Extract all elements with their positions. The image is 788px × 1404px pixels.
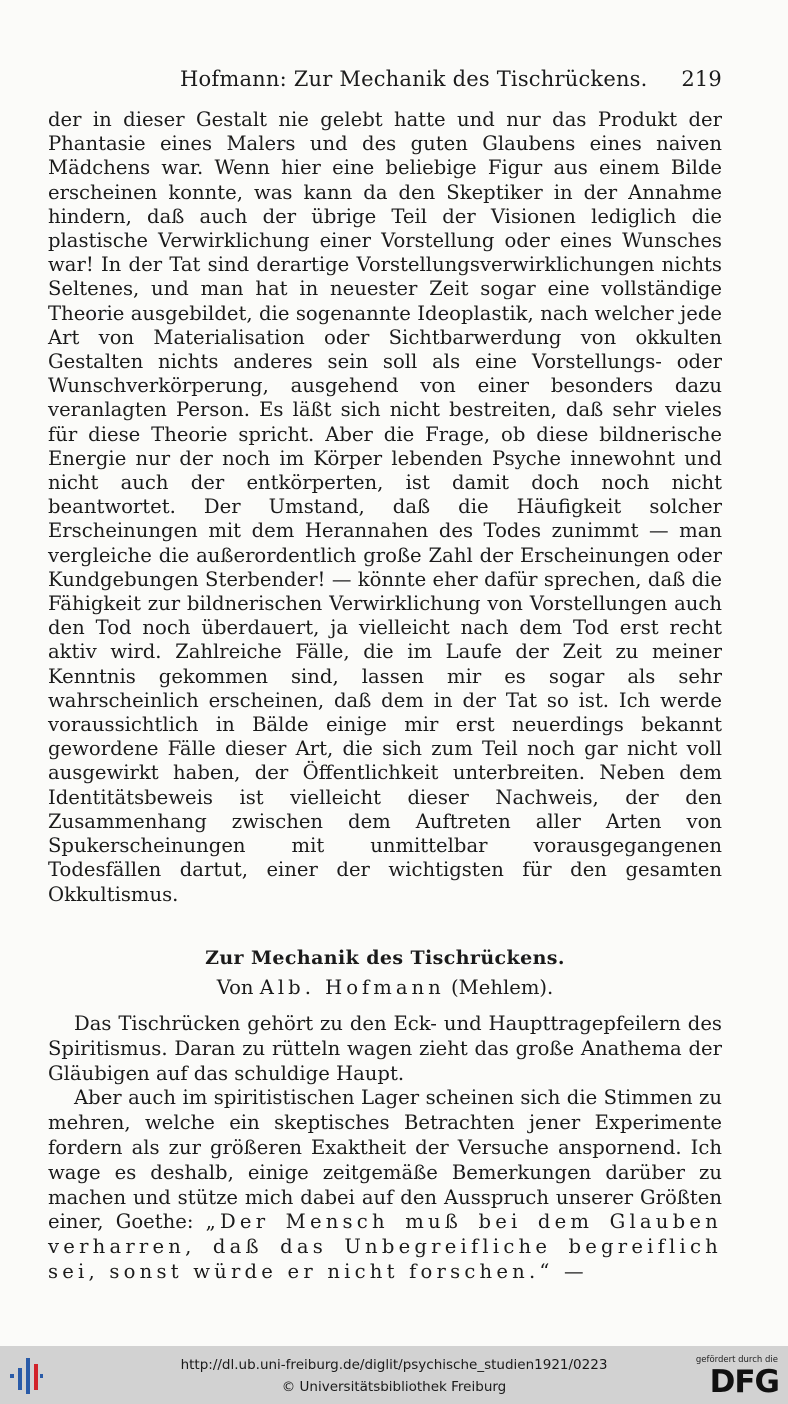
article-paragraph-with-quote xyxy=(48,1086,722,1284)
body-text xyxy=(48,108,722,907)
article-paragraph: Das Tischrücken gehört zu den Eck- und Haupttragepfeilern des Spiritismus. Daran zu rütteln wagen zieht das große Anathema der Gläubigen auf das schuldige Haupt. xyxy=(48,1012,722,1085)
article-title: Zur Mechanik des Tischrückens. xyxy=(205,947,565,969)
byline xyxy=(48,974,722,1002)
goethe-quote: „Der Mensch muß bei dem Glauben verharren, daß das Unbegreifliche begreiflich sei, sonst würde er nicht forschen.“ — xyxy=(48,1210,722,1283)
paragraph-text: Aber auch im spiritistischen Lager scheinen sich die Stimmen zu mehren, welche ein skeptisches Betrachten jener Experimente fordern als zur größeren Exaktheit der Versuche anspornend. Ich wage es deshalb, einige zeitgemäße Bemerkungen darüber zu machen und stütze mich dabei auf den Ausspruch unserer Größten einer, Goethe: xyxy=(48,1086,722,1234)
dfg-caption: gefördert durch die xyxy=(695,1355,778,1365)
article-heading xyxy=(48,944,722,1002)
article-text xyxy=(48,1012,722,1285)
byline-location: (Mehlem). xyxy=(451,976,554,999)
page-number: 219 xyxy=(681,67,722,91)
byline-prefix: Von xyxy=(216,976,254,999)
copyright-notice: © Universitätsbibliothek Freiburg xyxy=(281,1379,507,1395)
continued-paragraph: der in dieser Gestalt nie gelebt hatte und nur das Produkt der Phantasie eines Malers und des guten Glaubens eines naiven Mädchens war. Wenn hier eine beliebige Figur aus einem Bilde erscheinen konnte, was kann da den Skeptiker in der Annahme hindern, daß auch der übrige Teil der Visionen lediglich die plastische Verwirklichung einer Vorstellung oder eines Wunsches war! In der Tat sind derartige Vorstellungsverwirklichungen nichts Seltenes, und man hat in neuester Zeit sogar eine vollständige Theorie ausgebildet, die sogenannte Ideoplastik, nach welcher jede Art von Materialisation oder Sichtbarwerdung von okkulten Gestalten nichts anderes sein soll als eine Vorstellungs- oder Wunschverkörperung, ausgehend von einer besonders dazu veranlagten Person. Es läßt sich nicht bestreiten, daß sehr vieles für diese Theorie spricht. Aber die Frage, ob diese bildnerische Energie nur der noch im Körper lebenden Psyche innewohnt und nicht auch der entkörperten, ist damit doch noch nicht beantwortet. Der Umstand, daß die Häufigkeit solcher Erscheinungen mit dem Herannahen des Todes zunimmt — man vergleiche die außerordentlich große Zahl der Erscheinungen oder Kundgebungen Sterbender! — könnte eher dafür sprechen, daß die Fähigkeit zur bildnerischen Verwirklichung von Vorstellungen auch den Tod noch überdauert, ja vielleicht nach dem Tod erst recht aktiv wird. Zahlreiche Fälle, die im Laufe der Zeit zu meiner Kenntnis gekommen sind, lassen mir es sogar als sehr wahrscheinlich erscheinen, daß dem in der Tat so ist. Ich werde voraussichtlich in Bälde einige mir erst neuerdings bekannt gewordene Fälle dieser Art, die sich zum Teil noch gar nicht voll ausgewirkt haben, der Öffentlichkeit unterbreiten. Neben dem Identitätsbeweis ist vielleicht dieser Nachweis, der den Zusammenhang zwischen dem Auftreten aller Arten von Spukerscheinungen mit unmittelbar vorausgegangenen Todesfällen dartut, einer der wichtigsten für den gesamten Okkultismus. xyxy=(48,108,722,906)
footer-bar xyxy=(0,1346,788,1404)
running-title: Hofmann: Zur Mechanik des Tischrückens. xyxy=(180,67,648,91)
author-name: Alb. Hofmann xyxy=(259,976,445,999)
dfg-logo[interactable]: DFG xyxy=(709,1364,779,1400)
source-url-link[interactable]: http://dl.ub.uni-freiburg.de/diglit/psychische_studien1921/0223 xyxy=(180,1357,608,1373)
